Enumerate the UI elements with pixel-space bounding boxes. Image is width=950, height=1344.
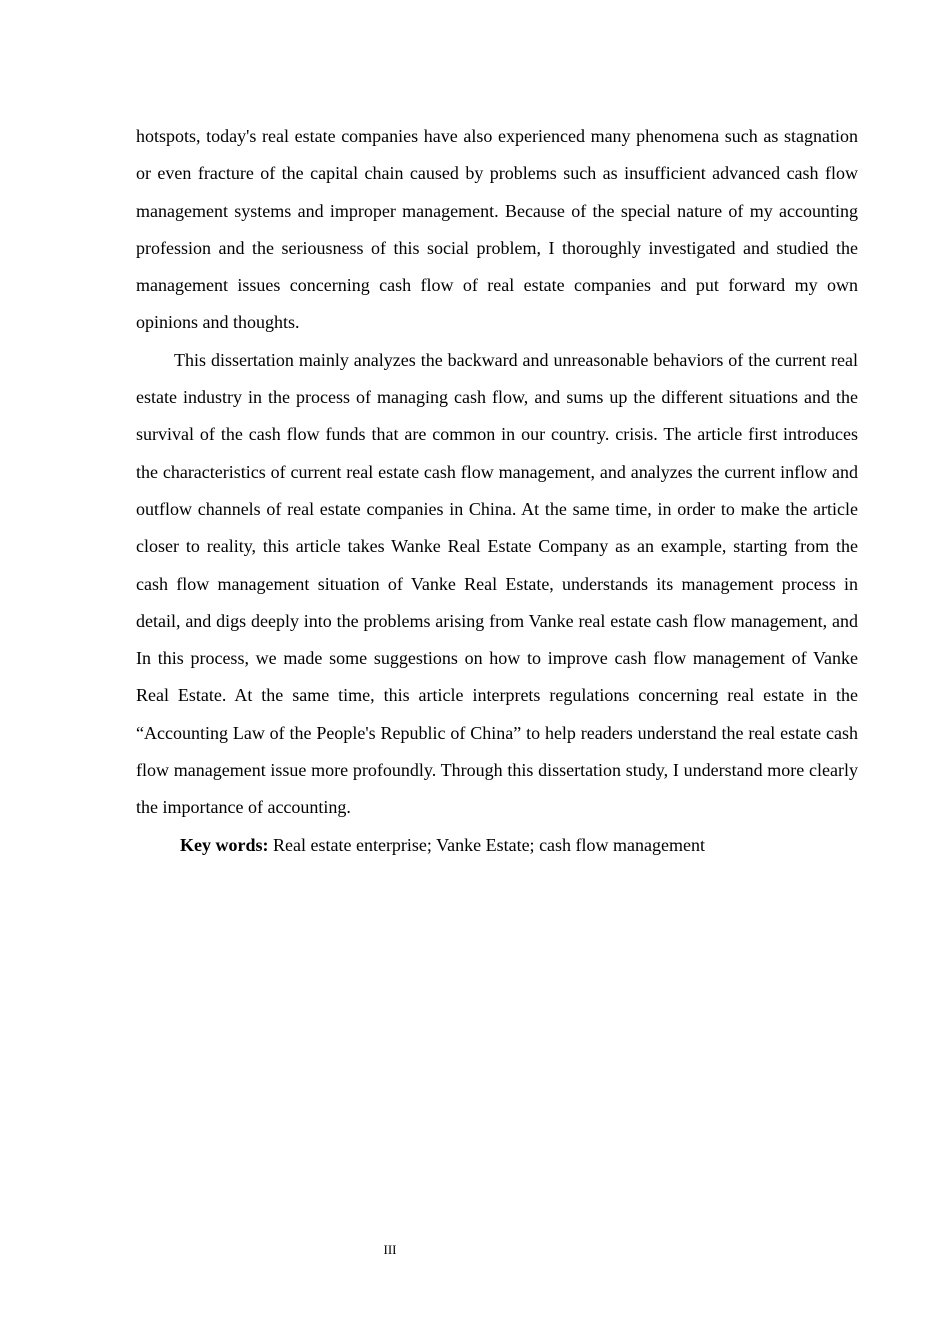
keywords-line: [136, 827, 858, 864]
paragraph-continuation: hotspots, today's real estate companies have also experienced many phenomena such as stagnation or even fracture of the capital chain caused by problems such as insufficient advanced cash flow management systems and improper management. Because of the special nature of my accounting profession and the seriousness of this social problem, I thoroughly investigated and studied the management issues concerning cash flow of real estate companies and put forward my own opinions and thoughts.: [136, 126, 858, 333]
paragraph-dissertation-summary: This dissertation mainly analyzes the backward and unreasonable behaviors of the current real estate industry in the process of managing cash flow, and sums up the different situations and the survival of the cash flow funds that are common in our country. crisis. The article first introduces the characteristics of current real estate cash flow management, and analyzes the current inflow and outflow channels of real estate companies in China. At the same time, in order to make the article closer to reality, this article takes Wanke Real Estate Company as an example, starting from the cash flow management situation of Vanke Real Estate, understands its management process in detail, and digs deeply into the problems arising from Vanke real estate cash flow management, and In this process, we made some suggestions on how to improve cash flow management of Vanke Real Estate. At the same time, this article interprets regulations concerning real estate in the “Accounting Law of the People's Republic of China” to help readers understand the real estate cash flow management issue more profoundly. Through this dissertation study, I understand more clearly the importance of accounting.: [136, 349, 858, 818]
page-body: [136, 118, 858, 864]
page-number: III: [383, 1242, 397, 1257]
keywords-value: Real estate enterprise; Vanke Estate; cash flow management: [273, 834, 705, 855]
keywords-label: Key words:: [180, 834, 269, 855]
